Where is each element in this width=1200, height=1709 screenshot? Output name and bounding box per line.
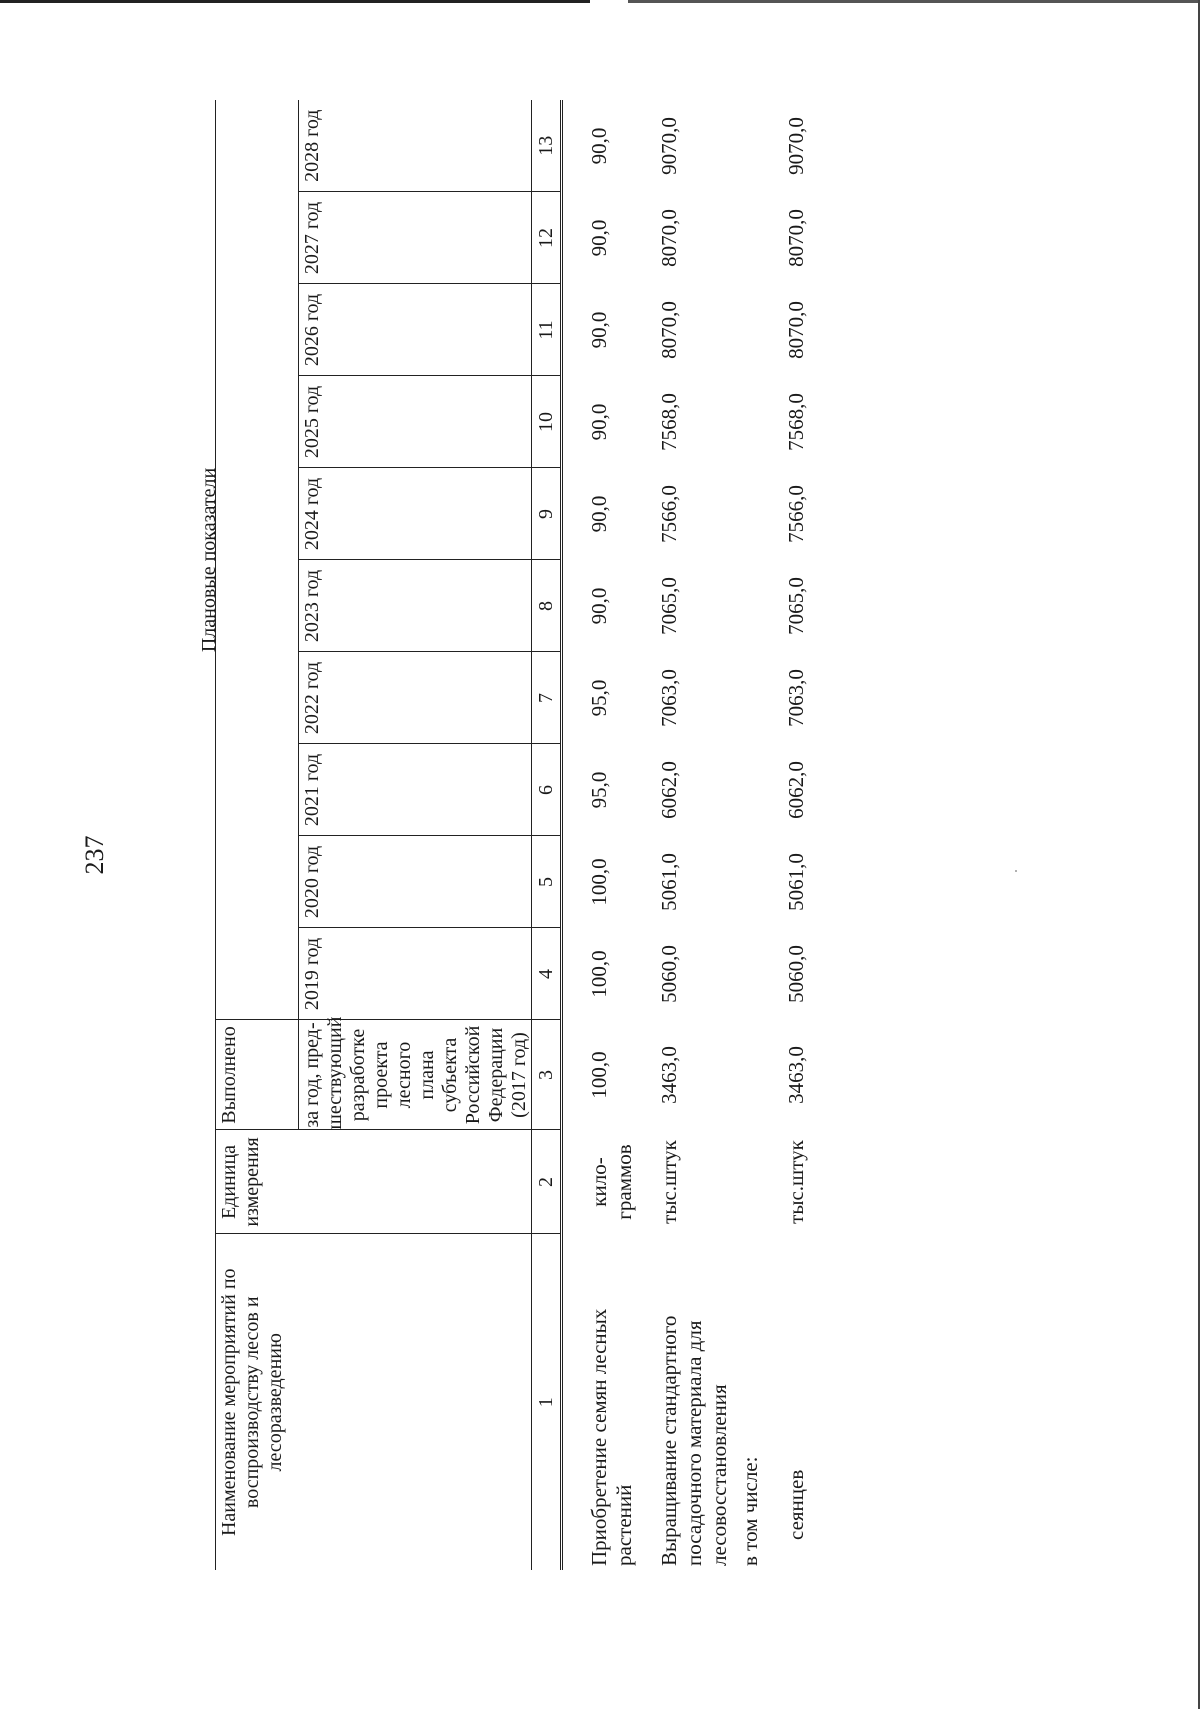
column-number: 8	[532, 560, 562, 652]
row-value: 7063,0	[784, 668, 808, 727]
row-value: 7568,0	[657, 392, 681, 451]
column-number: 10	[532, 376, 562, 468]
row-value: 7065,0	[657, 576, 681, 635]
row-value: 8070,0	[657, 300, 681, 359]
header-year-2020: 2020 год	[299, 836, 532, 928]
column-number: 7	[532, 652, 562, 744]
row-value: 9070,0	[657, 116, 681, 175]
column-number: 6	[532, 744, 562, 836]
column-number: 1	[532, 1234, 562, 1570]
header-planned	[216, 99, 299, 1019]
header-activity-name: Наименование мероприятий по воспроизводству лесов и лесоразведению	[216, 1234, 532, 1570]
table-row	[651, 99, 732, 1569]
header-year-2019: 2019 год	[299, 928, 532, 1020]
header-year-2027: 2027 год	[299, 192, 532, 284]
row-value: 90,0	[587, 219, 611, 256]
row-unit: тыс.штук	[657, 1139, 681, 1224]
row-unit: кило-граммов	[587, 1143, 636, 1220]
row-value: 7568,0	[784, 392, 808, 451]
column-number: 4	[532, 928, 562, 1020]
row-subheading: в том числе:	[738, 1456, 762, 1566]
row-value: 5060,0	[784, 944, 808, 1003]
row-value: 6062,0	[784, 760, 808, 819]
row-value: 7063,0	[657, 668, 681, 727]
row-value: 7065,0	[784, 576, 808, 635]
row-value: 90,0	[587, 127, 611, 164]
header-year-2021: 2021 год	[299, 744, 532, 836]
row-value: 90,0	[587, 495, 611, 532]
forest-plan-table	[215, 99, 824, 1569]
row-value: 90,0	[587, 587, 611, 624]
header-year-2023: 2023 год	[299, 560, 532, 652]
row-completed: 3463,0	[657, 1045, 681, 1104]
table-row	[581, 99, 651, 1569]
header-year-2028: 2028 год	[299, 99, 532, 191]
row-value: 8070,0	[657, 208, 681, 267]
header-year-2022: 2022 год	[299, 652, 532, 744]
row-value: 7566,0	[784, 484, 808, 543]
row-name: сеянцев	[784, 1469, 808, 1540]
header-completed-top: Выполнено	[216, 1020, 299, 1130]
column-number: 5	[532, 836, 562, 928]
row-value: 90,0	[587, 311, 611, 348]
row-value: 6062,0	[657, 760, 681, 819]
column-number: 2	[532, 1130, 562, 1234]
row-name: Выращивание стандартного посадочного материала для лесовосстановления	[657, 1315, 731, 1566]
column-number: 9	[532, 468, 562, 560]
column-number: 13	[532, 99, 562, 191]
row-value: 5060,0	[657, 944, 681, 1003]
row-value: 5061,0	[657, 852, 681, 911]
column-number: 12	[532, 192, 562, 284]
row-value: 7566,0	[657, 484, 681, 543]
row-value: 5061,0	[784, 852, 808, 911]
header-year-2024: 2024 год	[299, 468, 532, 560]
document-page	[50, 75, 1150, 1635]
row-value: 100,0	[587, 857, 611, 906]
table-row	[732, 99, 778, 1569]
row-value: 95,0	[587, 679, 611, 716]
row-value: 8070,0	[784, 208, 808, 267]
header-unit	[216, 1130, 532, 1234]
scan-edge-top	[0, 0, 1200, 3]
header-year-2026: 2026 год	[299, 284, 532, 376]
column-number-row	[532, 99, 562, 1569]
table-row	[778, 99, 824, 1569]
header-planned-label: Плановые показатели	[198, 467, 220, 652]
header-year-2025: 2025 год	[299, 376, 532, 468]
column-number: 3	[532, 1020, 562, 1130]
page-number: 237	[80, 835, 109, 874]
header-completed-bottom: за год, пред-шествующий разработке проекта лесного плана субъекта Российской Федерации (2017 год)	[299, 1020, 532, 1130]
column-number: 11	[532, 284, 562, 376]
row-name: Приобретение семян лесных растений	[587, 1308, 636, 1566]
row-value: 9070,0	[784, 116, 808, 175]
row-unit: тыс.штук	[784, 1139, 808, 1224]
header-row-top	[216, 99, 299, 1569]
row-value: 8070,0	[784, 300, 808, 359]
row-completed: 100,0	[587, 1050, 611, 1099]
header-unit-text: Единица измерения	[218, 1136, 263, 1227]
row-value: 95,0	[587, 771, 611, 808]
row-value: 90,0	[587, 403, 611, 440]
row-completed: 3463,0	[784, 1045, 808, 1104]
row-value: 100,0	[587, 949, 611, 998]
